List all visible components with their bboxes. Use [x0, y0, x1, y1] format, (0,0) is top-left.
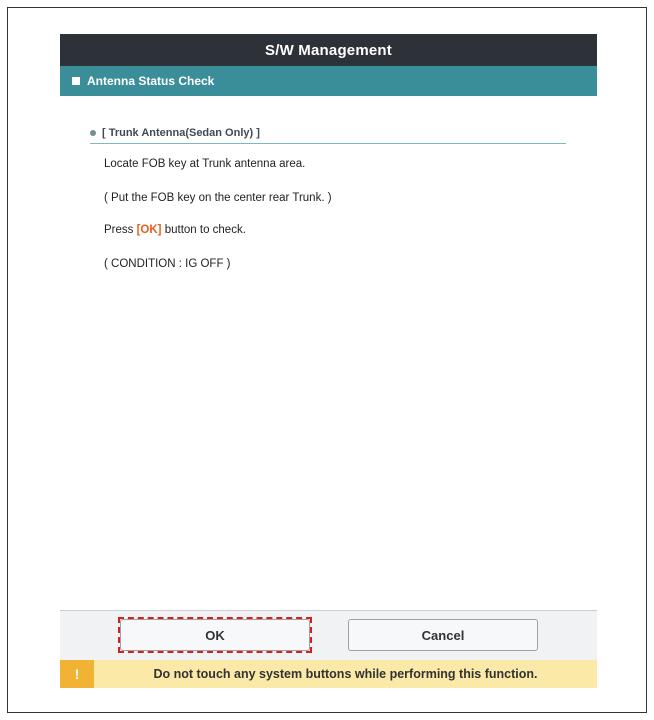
subheading-text: [ Trunk Antenna(Sedan Only) ]	[102, 126, 260, 139]
ok-button-label: OK	[205, 627, 225, 643]
content-area	[60, 96, 597, 610]
section-header	[60, 66, 597, 96]
ok-highlight-text: [OK]	[136, 224, 162, 236]
bullet-dot-icon	[90, 130, 96, 136]
image-frame	[7, 7, 647, 713]
subheading	[90, 122, 566, 144]
cancel-button-label: Cancel	[421, 627, 465, 643]
instruction-line-3	[104, 224, 246, 236]
warning-text: Do not touch any system buttons while performing this function.	[153, 667, 538, 681]
cancel-button[interactable]	[348, 619, 538, 651]
sw-management-window	[60, 34, 597, 688]
section-title: Antenna Status Check	[87, 74, 215, 88]
instruction-line-3-prefix: Press	[104, 224, 137, 236]
ok-button[interactable]	[120, 619, 310, 651]
window-title	[60, 34, 597, 66]
warning-bar	[60, 660, 597, 688]
instruction-line-3-suffix: button to check.	[161, 224, 246, 236]
instruction-line-4: ( CONDITION : IG OFF )	[104, 258, 231, 270]
instruction-line-1: Locate FOB key at Trunk antenna area.	[104, 158, 306, 170]
button-bar	[60, 610, 597, 660]
square-bullet-icon	[72, 77, 80, 85]
window-title-text: S/W Management	[265, 41, 392, 59]
instruction-line-2: ( Put the FOB key on the center rear Trunk. )	[104, 192, 332, 204]
warning-icon: !	[60, 660, 94, 688]
